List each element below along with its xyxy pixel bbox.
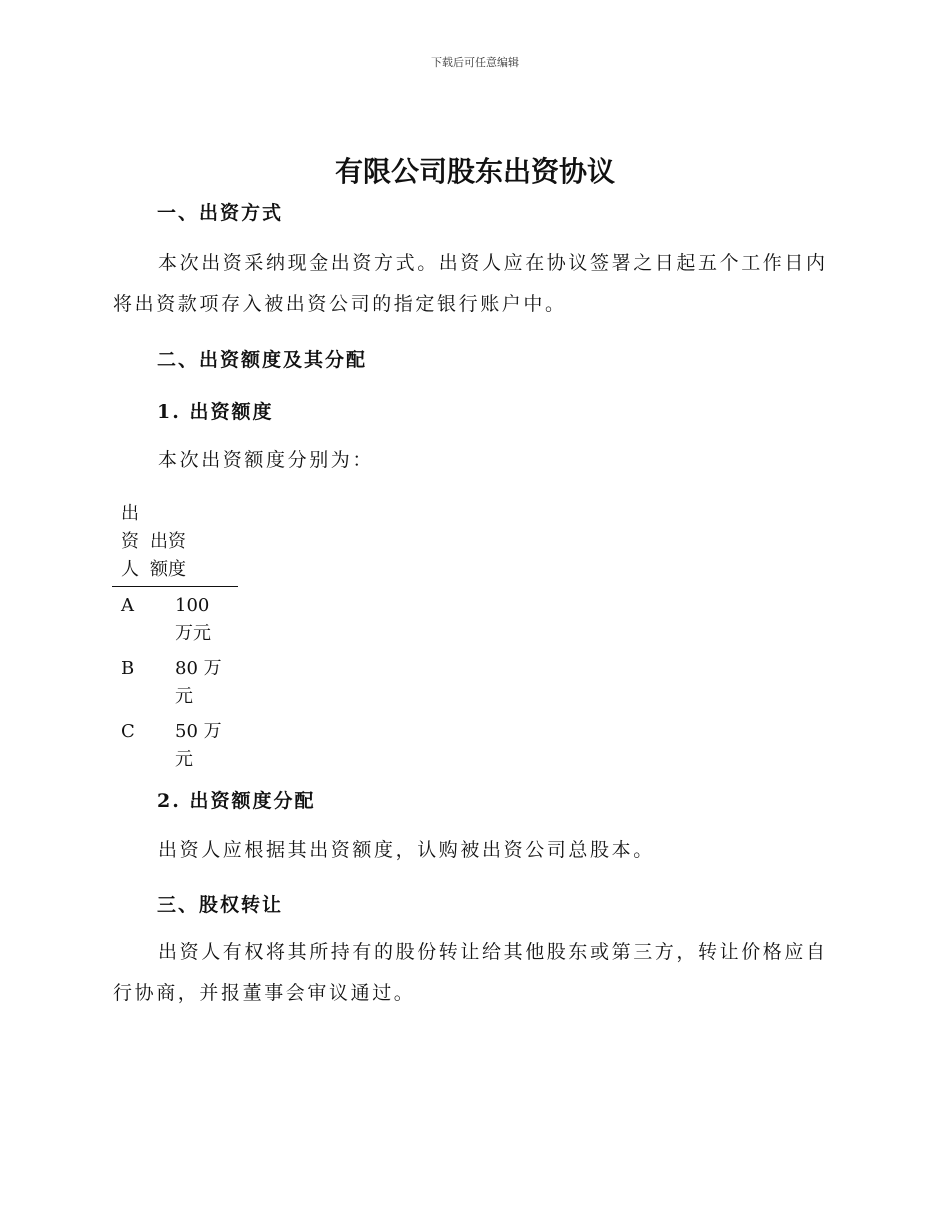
table-cell-investor: A bbox=[121, 595, 134, 616]
page-header-note: 下载后可任意编辑 bbox=[431, 56, 519, 69]
section-1-heading: 一、出资方式 bbox=[157, 202, 284, 224]
section-2-heading: 二、出资额度及其分配 bbox=[157, 349, 368, 371]
subsection-2-body: 出资人应根据其出资额度，认购被出资公司总股本。 bbox=[158, 839, 655, 861]
table-row bbox=[112, 650, 238, 713]
contribution-table bbox=[112, 500, 238, 776]
section-1-body: 本次出资采纳现金出资方式。出资人应在协议签署之日起五个工作日内将出资款项存入被出资公司的指定银行账户中。 bbox=[113, 252, 828, 315]
section-3-body: 出资人有权将其所持有的股份转让给其他股东或第三方，转让价格应自行协商，并报董事会审议通过。 bbox=[113, 941, 828, 1004]
table-cell-amount: 50 万元 bbox=[175, 721, 222, 770]
table-header-investor: 出资人 bbox=[121, 503, 139, 580]
document-title: 有限公司股东出资协议 bbox=[334, 155, 615, 188]
table-header-amount: 出资额度 bbox=[150, 531, 186, 580]
subsection-2-heading: 2. 出资额度分配 bbox=[157, 790, 316, 812]
table-cell-investor: C bbox=[121, 721, 135, 742]
table-row bbox=[112, 713, 238, 776]
table-cell-amount: 80 万元 bbox=[175, 658, 222, 707]
table-row bbox=[112, 587, 238, 650]
subsection-1-heading: 1. 出资额度 bbox=[157, 401, 274, 423]
section-3-heading: 三、股权转让 bbox=[157, 894, 284, 916]
table-cell-amount: 100 万元 bbox=[175, 595, 211, 644]
subsection-1-intro: 本次出资额度分别为： bbox=[158, 449, 375, 471]
table-header-row bbox=[112, 500, 238, 587]
table-cell-investor: B bbox=[121, 658, 135, 679]
